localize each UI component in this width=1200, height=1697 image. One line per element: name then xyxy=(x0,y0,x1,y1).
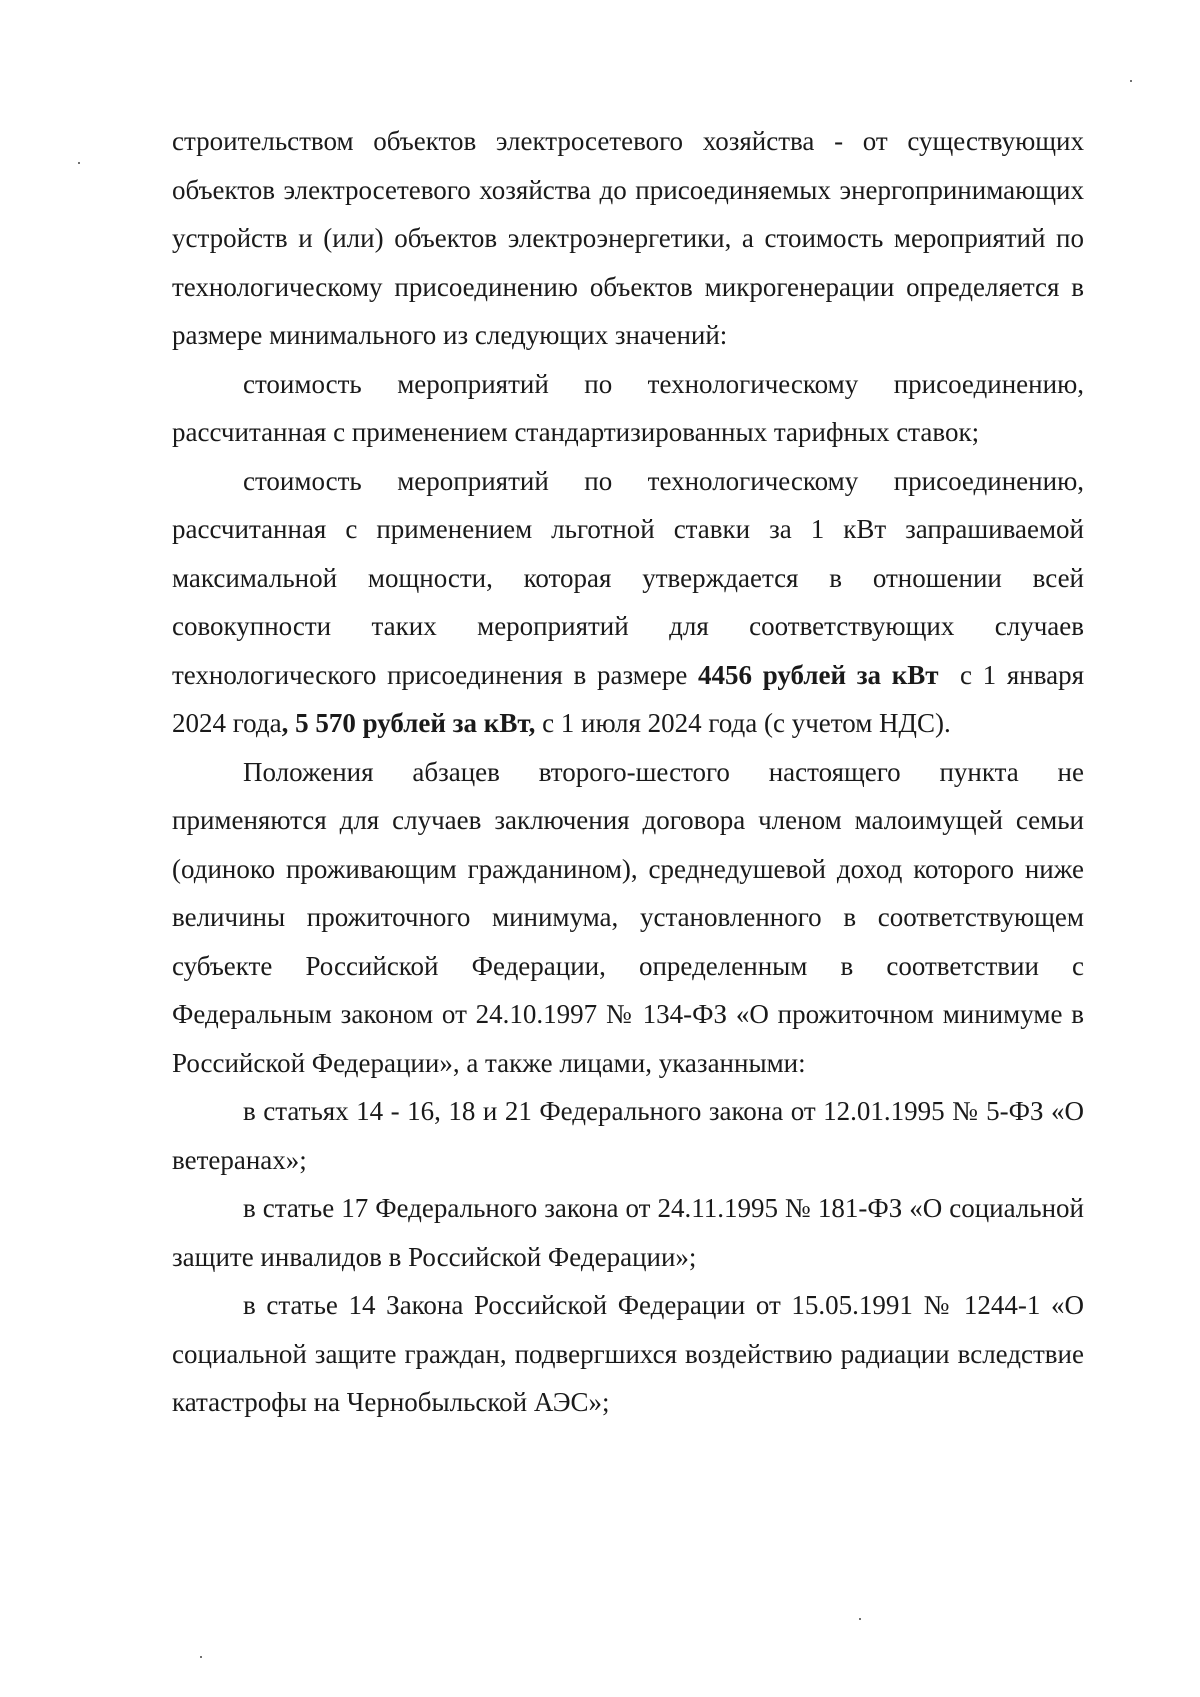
paragraph-exceptions: Положения абзацев второго-шестого настоящего пункта не применяются для случаев заключения договора членом малоимущей семьи (одиноко проживающим гражданином), среднедушевой доход которого ниже величины прожиточного минимума, установленного в соответствующем субъекте Российской Федерации, определенным в соответствии с Федеральным законом от 24.10.1997 № 134-ФЗ «О прожиточном минимуме в Российской Федерации», а также лицами, указанными: xyxy=(172,756,1084,1078)
paragraph-disabled-law: в статье 17 Федерального закона от 24.11.1995 № 181-ФЗ «О социальной защите инвалидов в Российской Федерации»; xyxy=(172,1193,1084,1272)
scan-speck xyxy=(78,162,80,164)
preferential-rate-text-1: стоимость мероприятий по технологическому присоединению, рассчитанная с применением льготной ставки за 1 кВт запрашиваемой максимальной мощности, которая утверждается в отношении всей совокупности таких мероприятий для соответствующих случаев технологического присоединения в размере xyxy=(172,465,1084,690)
rate-value-jul-2024: , 5 570 рублей за кВт, xyxy=(281,708,536,738)
preferential-rate-text-3: с 1 июля 2024 года (с учетом НДС). xyxy=(535,708,951,738)
paragraph-intro: строительством объектов электросетевого хозяйства - от существующих объектов электросетевого хозяйства до присоединяемых энергопринимающих устройств и (или) объектов электроэнергетики, а стоимость мероприятий по технологическому присоединению объектов микрогенерации определяется в размере минимального из следующих значений: xyxy=(172,126,1084,350)
paragraph-veterans-law: в статьях 14 - 16, 18 и 21 Федерального закона от 12.01.1995 № 5-ФЗ «О ветеранах»; xyxy=(172,1096,1084,1175)
scan-speck xyxy=(200,1656,202,1658)
paragraph-chernobyl-law: в статье 14 Закона Российской Федерации от 15.05.1991 № 1244-1 «О социальной защите граждан, подвергшихся воздействию радиации вследствие катастрофы на Чернобыльской АЭС»; xyxy=(172,1290,1084,1417)
document-body xyxy=(172,117,1091,1427)
preferential-rate-text-2: с 1 января 2024 года xyxy=(172,659,1091,738)
scan-speck xyxy=(859,1618,861,1620)
paragraph-standard-rates: стоимость мероприятий по технологическому присоединению, рассчитанная с применением стандартизированных тарифных ставок; xyxy=(172,368,1084,447)
paragraph-preferential-rate xyxy=(172,457,1091,748)
scan-speck xyxy=(1130,80,1132,82)
rate-value-jan-2024: 4456 рублей за кВт xyxy=(698,659,939,690)
